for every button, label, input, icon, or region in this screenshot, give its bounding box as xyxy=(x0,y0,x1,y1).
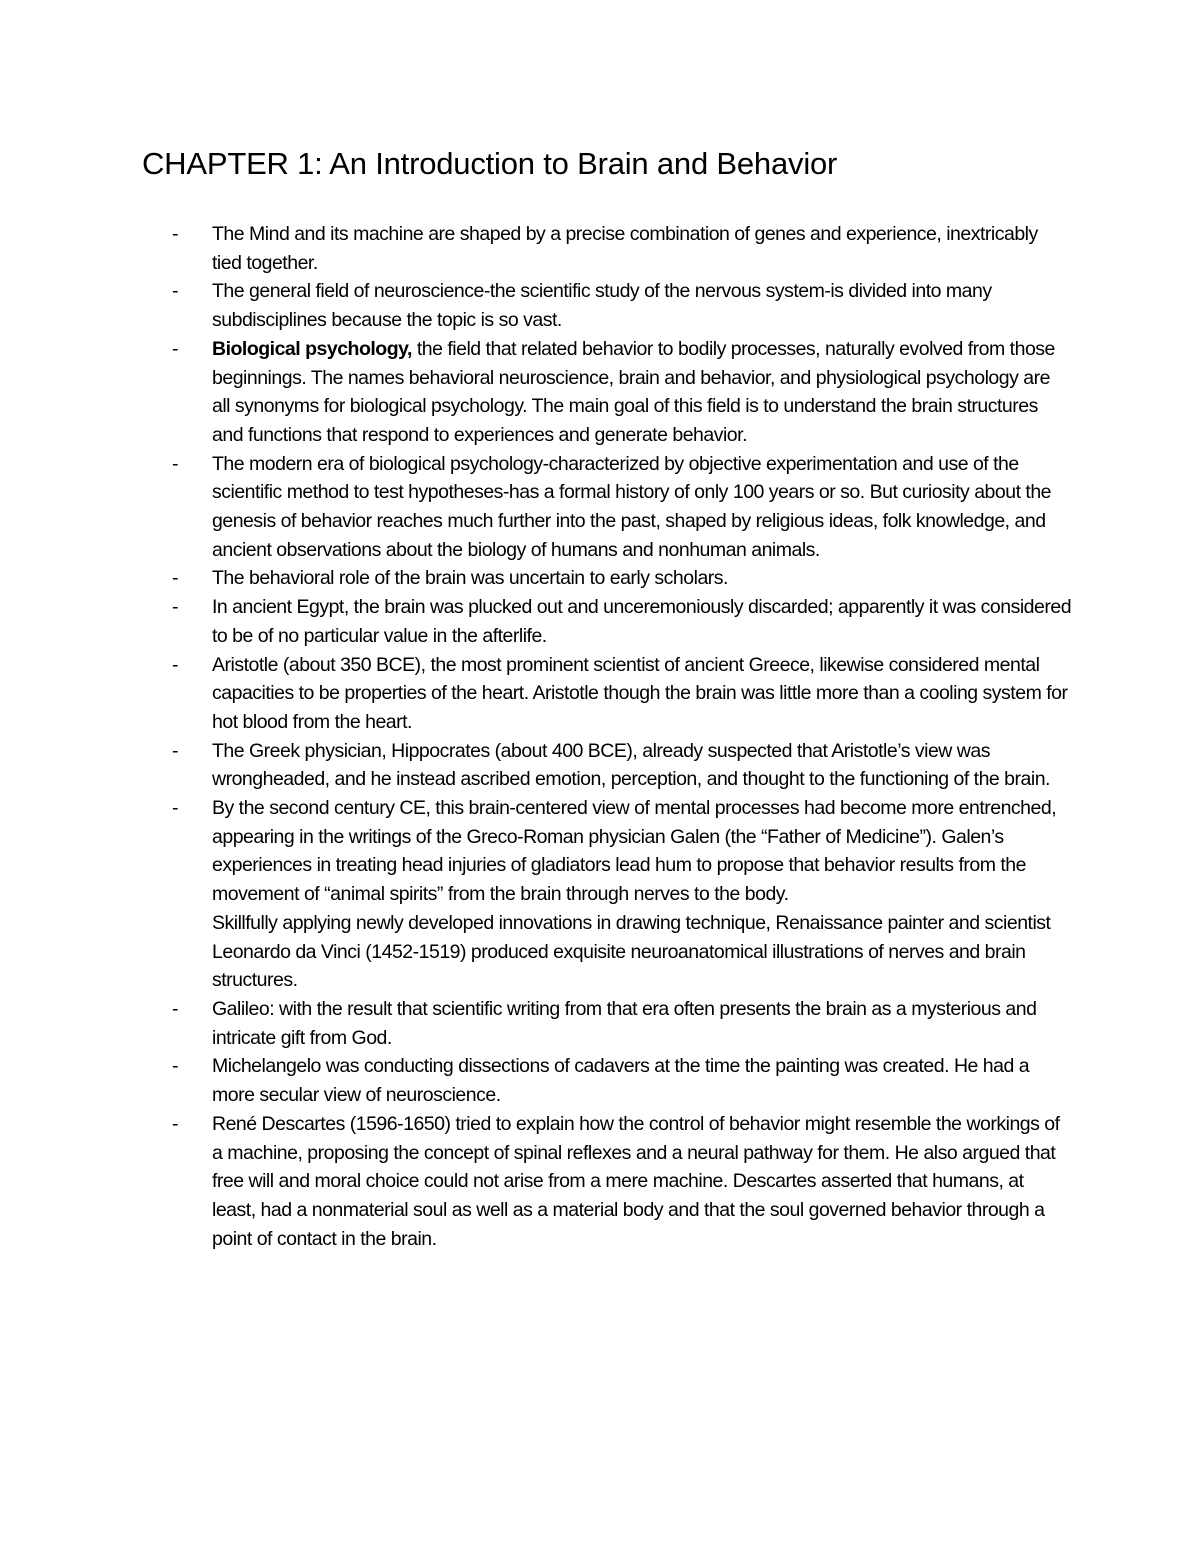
note-item-galen xyxy=(172,794,1072,909)
bullet-dash: - xyxy=(172,797,178,820)
note-text: Skillfully applying newly developed innovations in drawing technique, Renaissance painter and scientist Leonardo da Vinci (1452-1519) produced exquisite neuroanatomical illustrations of nerves and brain structures. xyxy=(212,911,1051,992)
bullet-dash: - xyxy=(172,997,178,1020)
note-item-early-scholars xyxy=(172,564,1072,593)
bullet-dash: - xyxy=(172,1055,178,1078)
note-text: The Greek physician, Hippocrates (about 400 BCE), already suspected that Aristotle’s view was wrongheaded, and he instead ascribed emotion, perception, and thought to the functioning of the brain. xyxy=(212,739,1050,791)
note-text: Galileo: with the result that scientific writing from that era often presents the brain as a mysterious and intricate gift from God. xyxy=(212,997,1037,1049)
note-item-neuroscience-field xyxy=(172,277,1072,334)
note-item-hippocrates xyxy=(172,737,1072,794)
note-text: the field that related behavior to bodily processes, naturally evolved from those beginnings. The names behavioral neuroscience, brain and behavior, and physiological psychology are all synonyms for biological psychology. The main goal of this field is to understand the brain structures and functions that respond to experiences and generate behavior. xyxy=(212,337,1055,446)
note-text: The behavioral role of the brain was uncertain to early scholars. xyxy=(212,567,728,590)
note-text: The general field of neuroscience-the scientific study of the nervous system-is divided into many subdisciplines because the topic is so vast. xyxy=(212,280,992,332)
bullet-dash: - xyxy=(172,452,178,475)
bullet-dash: - xyxy=(172,596,178,619)
note-item-michelangelo xyxy=(172,1052,1072,1109)
chapter-title: CHAPTER 1: An Introduction to Brain and Behavior xyxy=(142,146,838,181)
note-item-descartes xyxy=(172,1110,1072,1254)
note-text: Michelangelo was conducting dissections of cadavers at the time the painting was created. He had a more secular view of neuroscience. xyxy=(212,1055,1030,1107)
note-text: René Descartes (1596-1650) tried to explain how the control of behavior might resemble the workings of a machine, proposing the concept of spinal reflexes and a neural pathway for them. He also argued that free will and moral choice could not arise from a mere machine. Descartes asserted that humans, at least, had a nonmaterial soul as well as a material body and that the soul governed behavior through a point of contact in the brain. xyxy=(212,1112,1060,1250)
note-item-biological-psychology xyxy=(172,335,1072,450)
note-item-ancient-egypt xyxy=(172,593,1072,650)
note-text: By the second century CE, this brain-centered view of mental processes had become more entrenched, appearing in the writings of the Greco-Roman physician Galen (the “Father of Medicine”). Galen’s experiences in treating head injuries of gladiators lead hum to propose that behavior results from the movement of “animal spirits” from the brain through nerves to the body. xyxy=(212,797,1057,906)
note-text: The Mind and its machine are shaped by a precise combination of genes and experience, inextricably tied together. xyxy=(212,223,1038,274)
note-text: In ancient Egypt, the brain was plucked out and unceremoniously discarded; apparently it was considered to be of no particular value in the afterlife. xyxy=(212,596,1072,647)
note-text: The modern era of biological psychology-characterized by objective experimentation and use of the scientific method to test hypotheses-has a formal history of only 100 years or so. But curiosity about the genesis of behavior reaches much further into the past, shaped by religious ideas, folk knowledge, and ancient observations about the biology of humans and nonhuman animals. xyxy=(212,452,1052,561)
bullet-dash: - xyxy=(172,567,178,590)
note-item-galileo xyxy=(172,995,1072,1052)
bullet-dash: - xyxy=(172,223,178,245)
note-continuation-da-vinci xyxy=(172,909,1072,995)
note-item-modern-era xyxy=(172,450,1072,565)
bullet-dash: - xyxy=(172,1112,178,1135)
bullet-dash: - xyxy=(172,337,178,360)
bullet-dash: - xyxy=(172,739,178,762)
notes-list xyxy=(172,220,1072,1253)
note-text: Aristotle (about 350 BCE), the most prominent scientist of ancient Greece, likewise considered mental capacities to be properties of the heart. Aristotle though the brain was little more than a cooling system for hot blood from the heart. xyxy=(212,653,1068,733)
note-item-aristotle xyxy=(172,651,1072,737)
defined-term: Biological psychology, xyxy=(212,337,412,360)
bullet-dash: - xyxy=(172,653,178,676)
note-item-genes-experience xyxy=(172,220,1072,277)
bullet-dash: - xyxy=(172,280,178,303)
